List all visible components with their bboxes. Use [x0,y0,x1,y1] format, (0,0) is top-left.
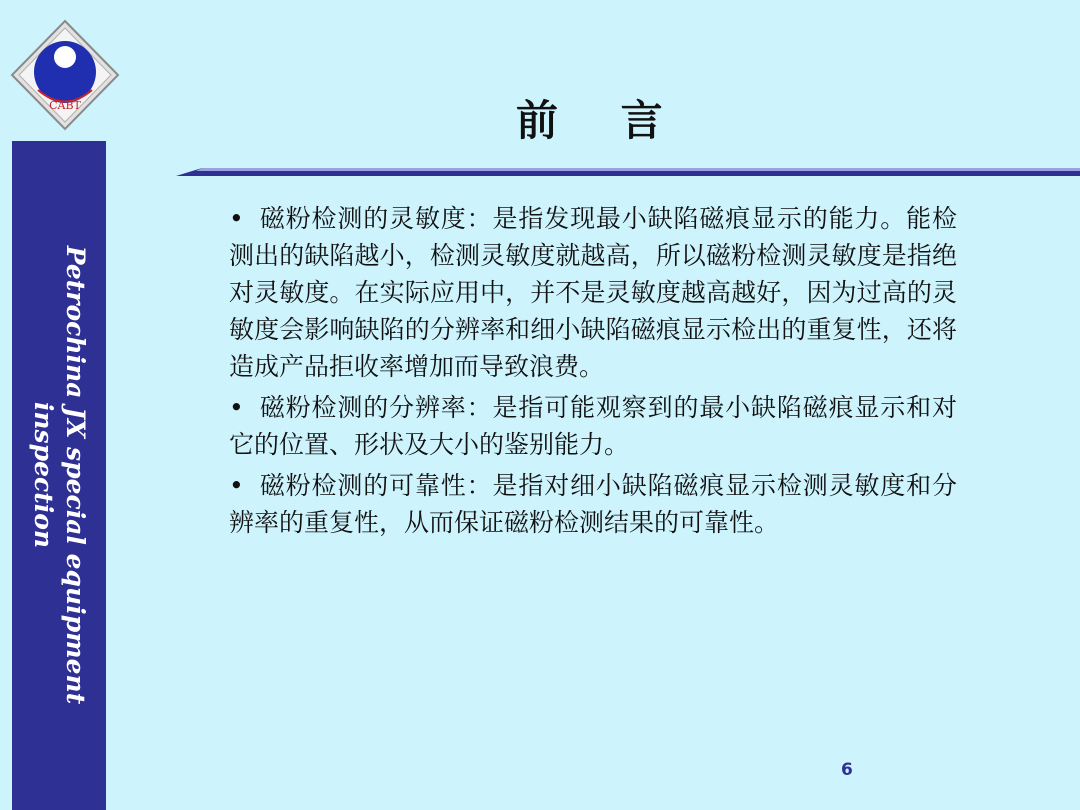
paragraph-text: 磁粉检测的灵敏度：是指发现最小缺陷磁痕显示的能力。能检测出的缺陷越小，检测灵敏度就越高，所以磁粉检测灵敏度是指绝对灵敏度。在实际应用中，并不是灵敏度越高越好，因为过高的灵敏度会影响缺陷的分辨率和细小缺陷磁痕显示检出的重复性，还将造成产品拒收率增加而导致浪费。 [229,204,957,381]
bullet-dot: • [229,393,244,422]
title-divider [176,163,1080,179]
paragraph-text: 磁粉检测的可靠性：是指对细小缺陷磁痕显示检测灵敏度和分辨率的重复性，从而保证磁粉检测结果的可靠性。 [229,471,957,537]
bullet-item [229,200,957,385]
slide-body [229,200,957,545]
bullet-item [229,467,957,541]
page-number: 6 [841,760,853,780]
company-logo-icon [8,18,122,132]
bullet-dot: • [229,471,244,500]
bullet-item [229,389,957,463]
paragraph-text: 磁粉检测的分辨率：是指可能观察到的最小缺陷磁痕显示和对它的位置、形状及大小的鉴别能力。 [229,393,957,459]
slide-title: 前 言 [516,96,667,145]
logo-text: CABT [49,99,81,112]
bullet-dot: • [229,204,244,233]
side-caption: Petrochina JX special equipment inspection [29,245,90,705]
